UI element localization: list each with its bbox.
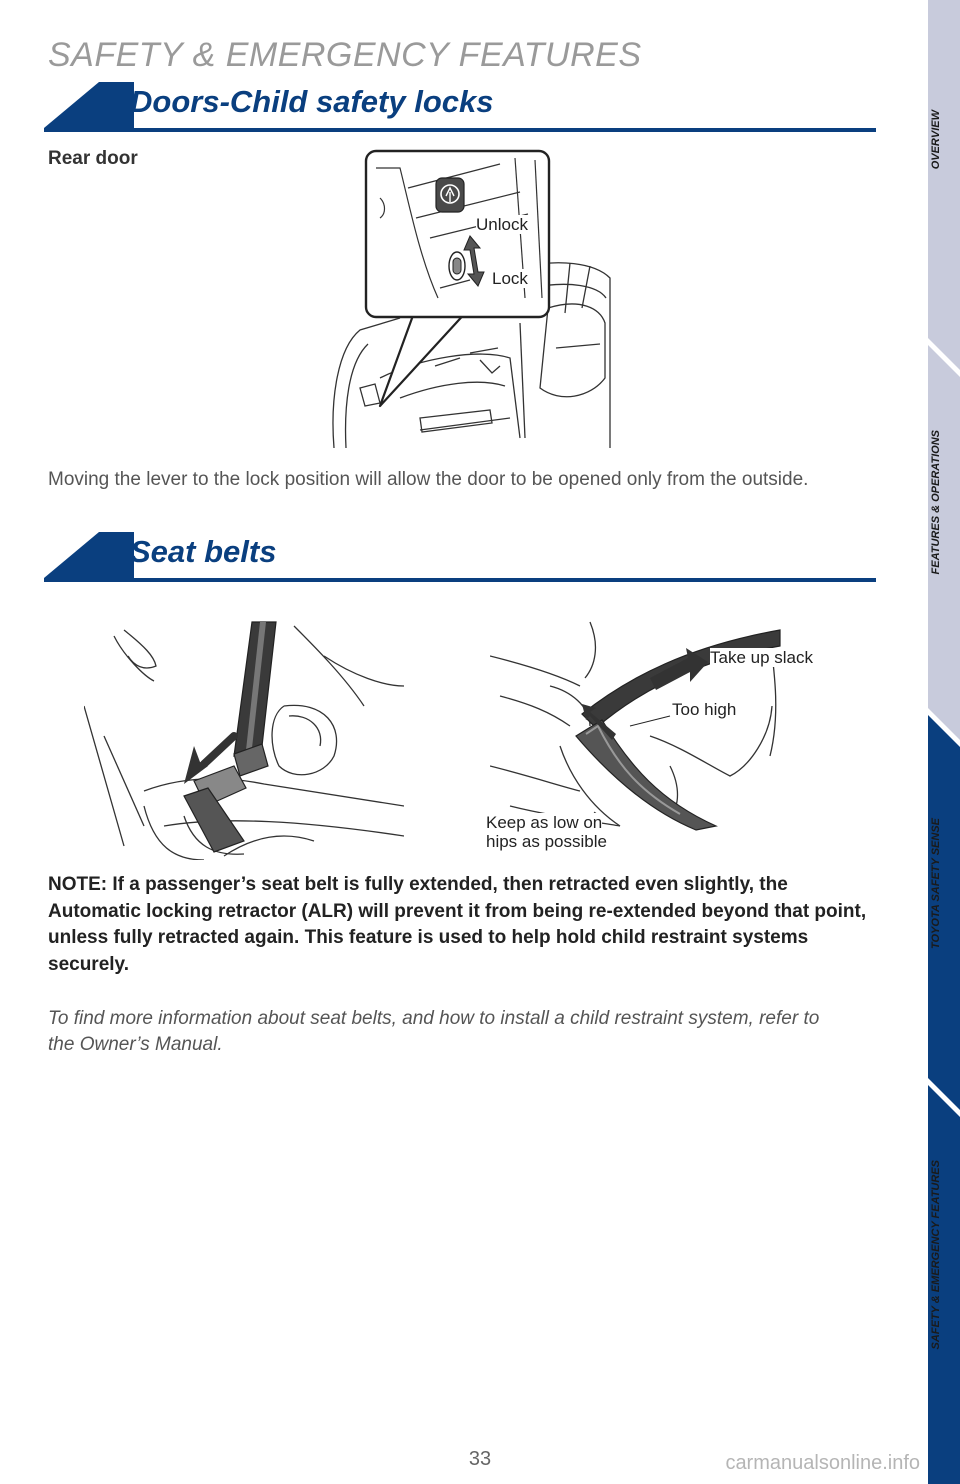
sidebar-tab-features-operations[interactable]: FEATURES & OPERATIONS bbox=[930, 430, 942, 575]
sidebar-tab-safety-emergency[interactable]: SAFETY & EMERGENCY FEATURES bbox=[930, 1160, 942, 1350]
page-number: 33 bbox=[468, 1448, 492, 1470]
section-title-seat-belts: Seat belts bbox=[130, 534, 277, 569]
banner-tab bbox=[44, 532, 134, 578]
owners-manual-reference: To find more information about seat belts, and how to install a child restraint system, refer to the Owner’s Manual. bbox=[48, 1008, 820, 1055]
banner-tab bbox=[44, 82, 134, 128]
banner-rule bbox=[44, 578, 876, 582]
section-title-child-locks: Doors-Child safety locks bbox=[130, 84, 494, 119]
alr-note: NOTE: If a passenger’s seat belt is fully extended, then retracted even slightly, the Automatic locking retractor (ALR) will prevent it from being re-extended beyond that point, unless fully retracted again. This feature is used to help hold child restraint systems securely. bbox=[48, 874, 867, 975]
sidebar-tab-overview[interactable]: OVERVIEW bbox=[930, 110, 942, 170]
label-too-high: Too high bbox=[672, 700, 737, 719]
label-unlock: Unlock bbox=[476, 215, 528, 234]
sidebar-tab-toyota-safety-sense[interactable]: TOYOTA SAFETY SENSE bbox=[930, 818, 942, 950]
label-keep-low-line2: hips as possible bbox=[486, 832, 607, 851]
label-take-up-slack: Take up slack bbox=[710, 648, 813, 667]
rear-door-illustration bbox=[320, 148, 620, 450]
seat-belt-buckle-illustration bbox=[84, 616, 404, 860]
child-lock-description: Moving the lever to the lock position will allow the door to be opened only from the outside. bbox=[48, 469, 809, 490]
watermark: carmanualsonline.info bbox=[725, 1452, 920, 1474]
section-banner-seat-belts bbox=[44, 530, 876, 582]
banner-rule bbox=[44, 128, 876, 132]
page-heading: SAFETY & EMERGENCY FEATURES bbox=[48, 36, 642, 74]
label-keep-low-line1: Keep as low on bbox=[486, 813, 603, 832]
label-lock: Lock bbox=[492, 269, 528, 288]
subhead-rear-door: Rear door bbox=[48, 148, 138, 169]
section-banner-child-locks bbox=[44, 80, 876, 132]
